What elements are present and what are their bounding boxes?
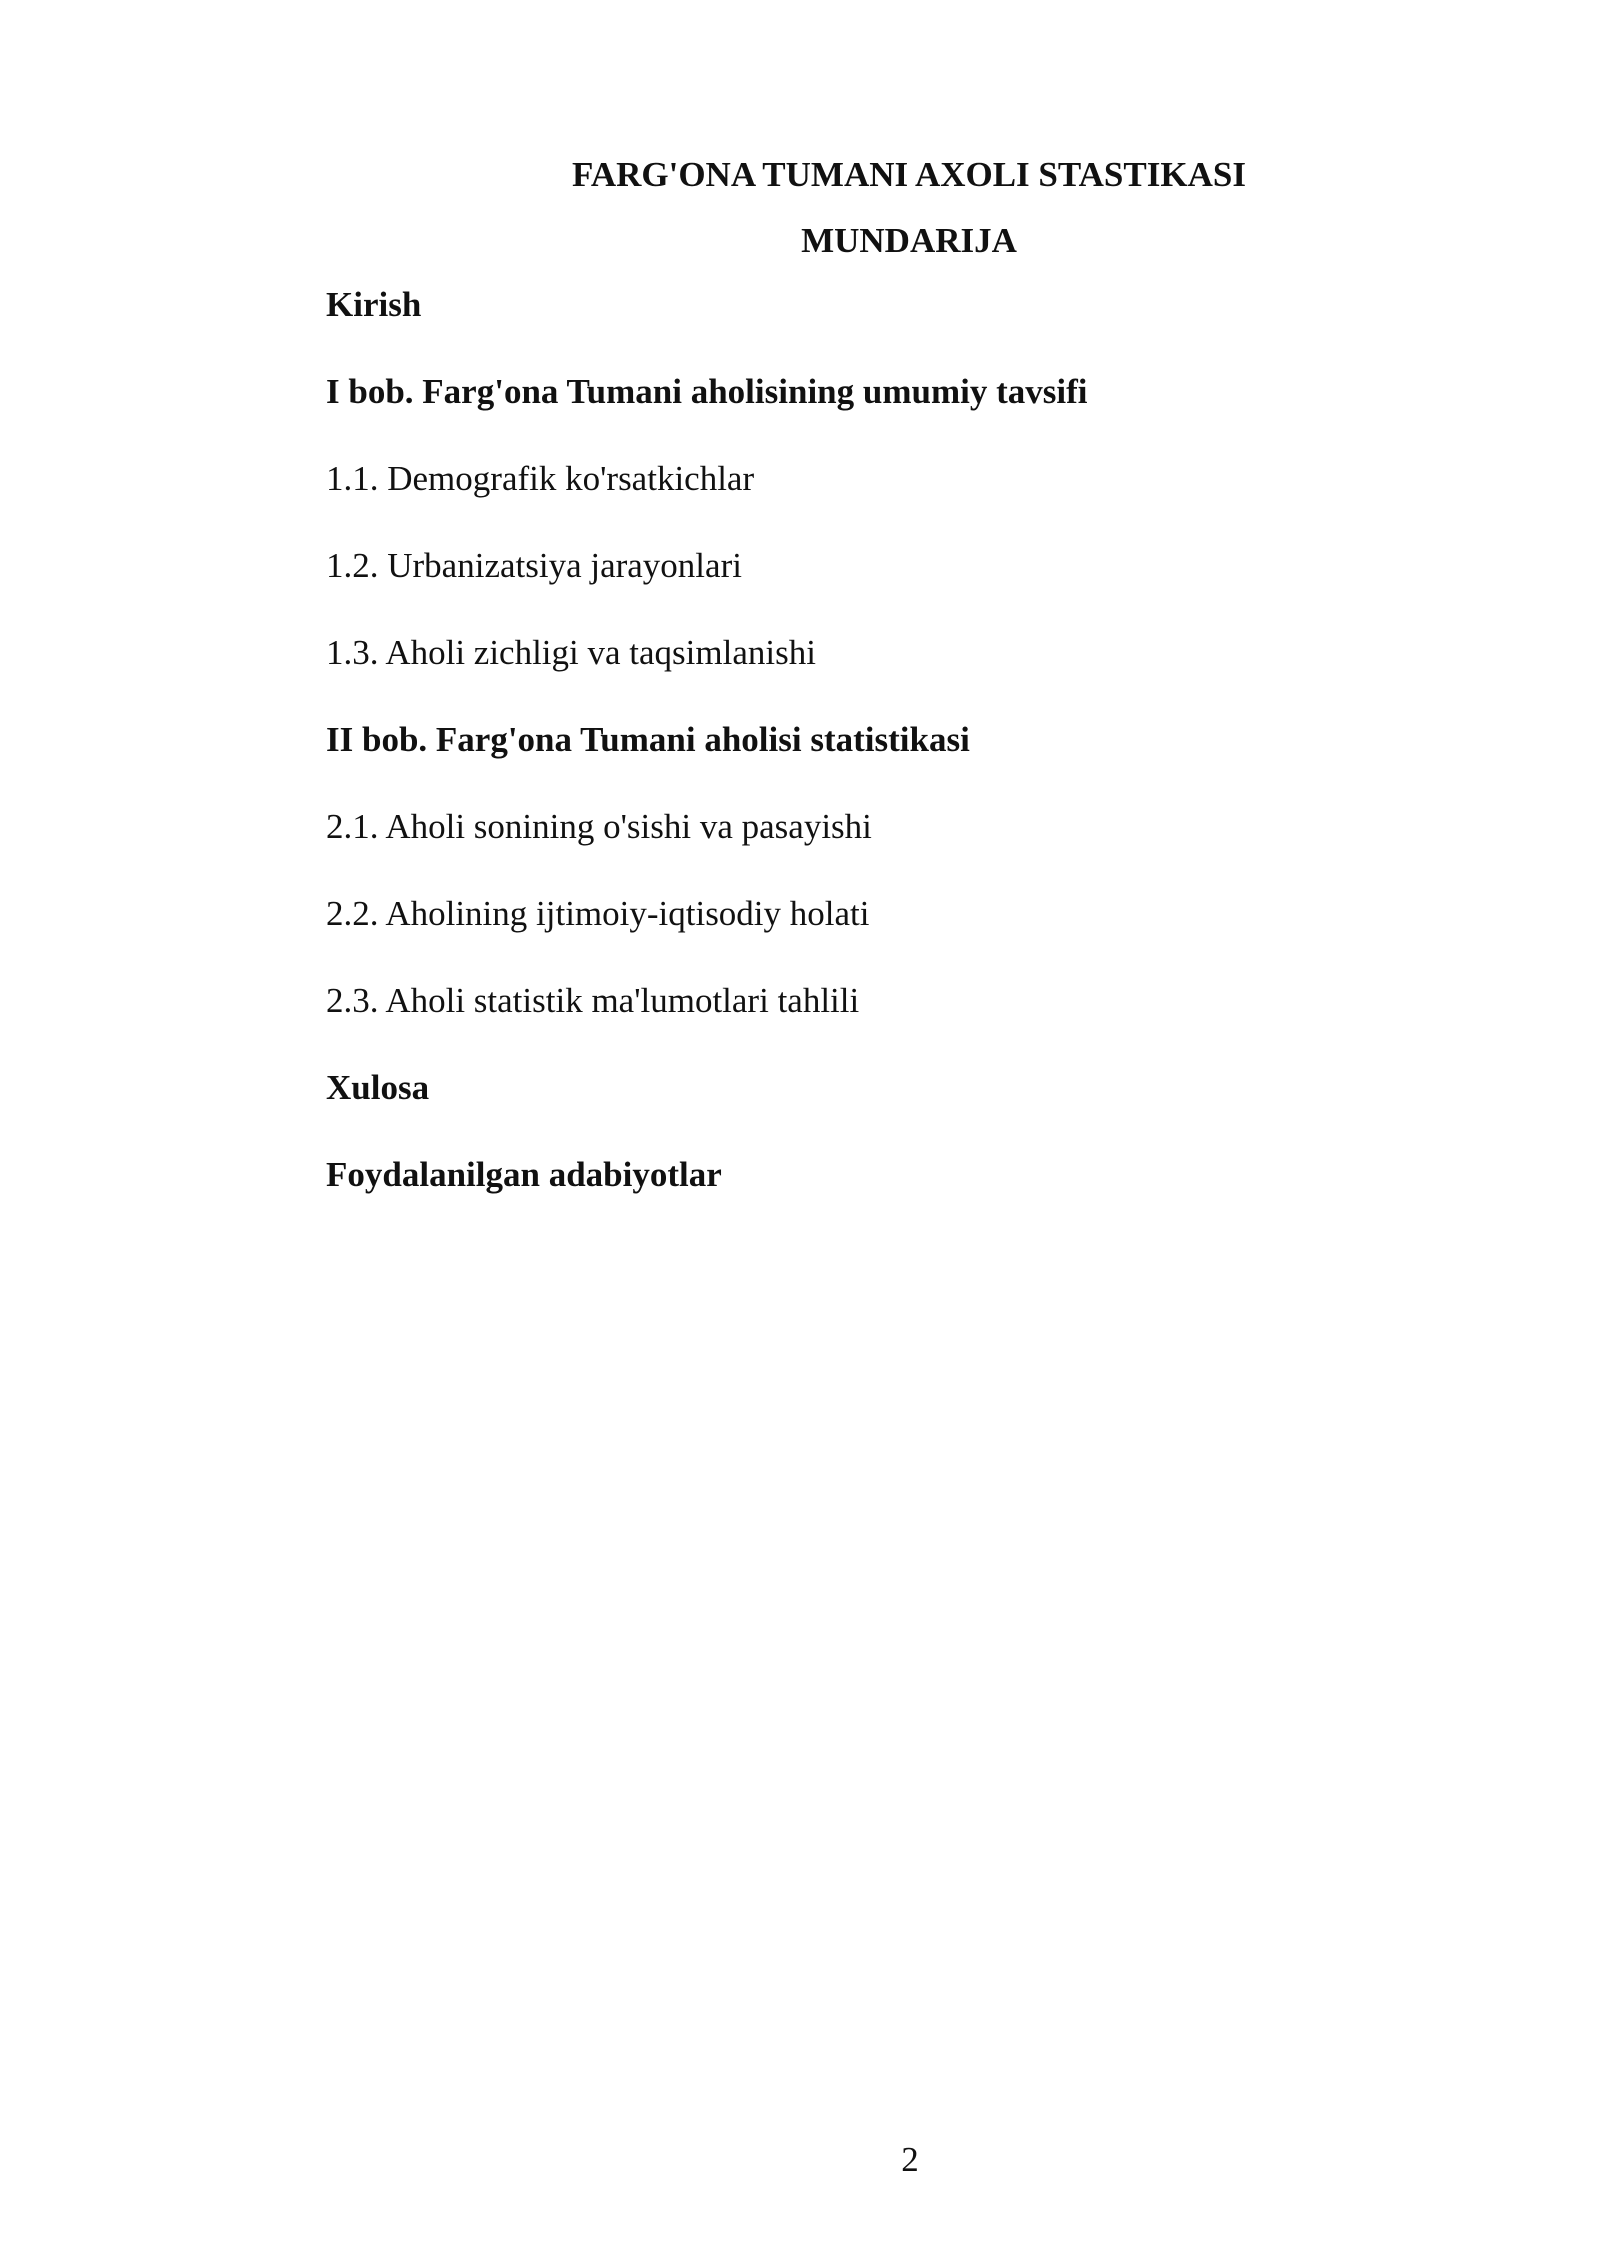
toc-item-2-1: 2.1. Aholi sonining o'sishi va pasayishi	[326, 807, 872, 846]
toc-item-xulosa: Xulosa	[326, 1068, 430, 1107]
toc-item-1-2: 1.2. Urbanizatsiya jarayonlari	[326, 546, 742, 585]
toc-item-references: Foydalanilgan adabiyotlar	[326, 1155, 722, 1194]
toc-item-2-2: 2.2. Aholining ijtimoiy-iqtisodiy holati	[326, 894, 870, 933]
table-of-contents	[326, 284, 1476, 1241]
toc-item-1-3: 1.3. Aholi zichligi va taqsimlanishi	[326, 633, 816, 672]
toc-item-2-3: 2.3. Aholi statistik ma'lumotlari tahlili	[326, 981, 860, 1020]
toc-item-chapter-2: II bob. Farg'ona Tumani aholisi statistikasi	[326, 720, 970, 759]
table-of-contents-heading: MUNDARIJA	[801, 221, 1017, 260]
toc-item-chapter-1: I bob. Farg'ona Tumani aholisining umumiy tavsifi	[326, 372, 1088, 411]
document-title: FARG'ONA TUMANI AXOLI STASTIKASI	[572, 155, 1246, 194]
toc-item-kirish: Kirish	[326, 285, 422, 324]
page-number: 2	[901, 2140, 919, 2179]
toc-item-1-1: 1.1. Demografik ko'rsatkichlar	[326, 459, 755, 498]
